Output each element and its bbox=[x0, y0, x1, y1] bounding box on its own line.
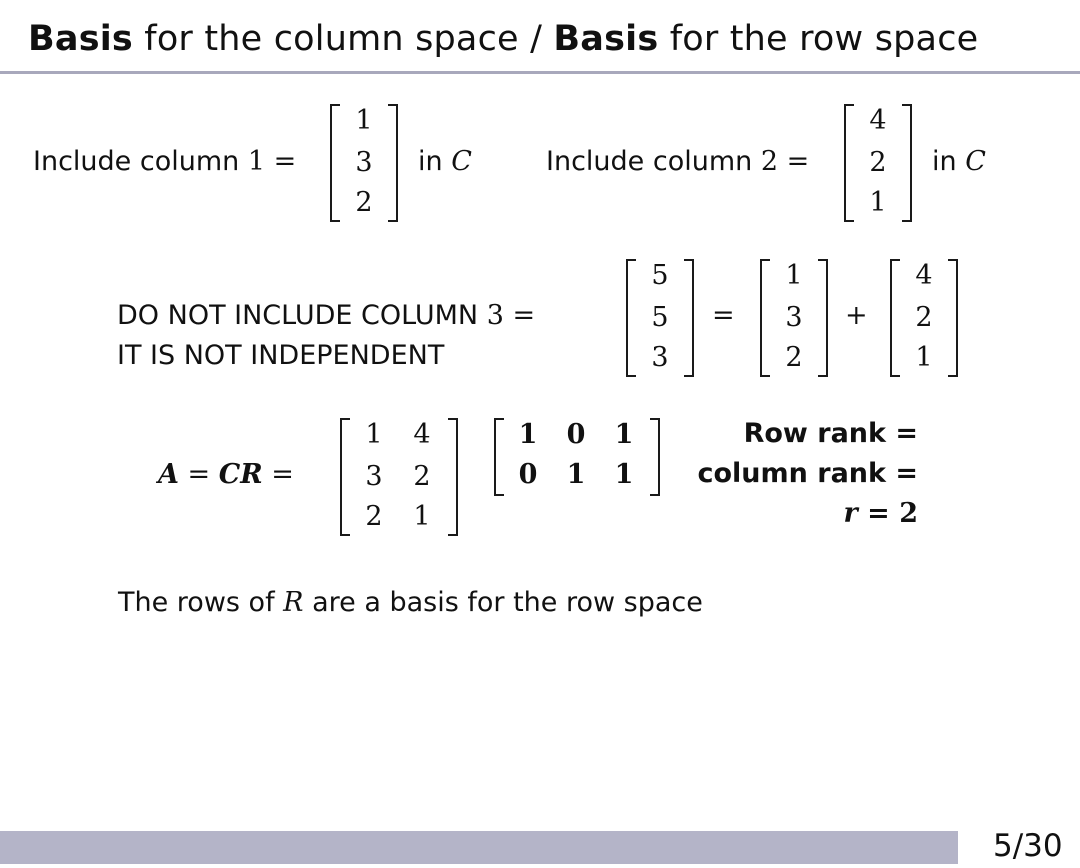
rank-line-3 bbox=[660, 497, 918, 531]
matrix-C bbox=[340, 418, 458, 536]
include-1-C: C bbox=[451, 146, 472, 177]
matrix-entry: 1 bbox=[614, 459, 634, 490]
page-number: 5/30 bbox=[993, 828, 1063, 864]
rows-statement-before: The rows of bbox=[118, 587, 284, 618]
exclude-line-1-text: DO NOT INCLUDE COLUMN bbox=[117, 300, 487, 331]
vector-entry: 1 bbox=[869, 187, 887, 218]
rows-statement bbox=[118, 586, 703, 620]
vector-entry: 1 bbox=[915, 342, 933, 373]
exclude-equals-sign: = bbox=[712, 300, 735, 331]
vector-entry: 4 bbox=[915, 260, 933, 291]
vector-entry: 3 bbox=[651, 342, 669, 373]
rank-line-2: column rank = bbox=[697, 458, 918, 489]
bracket-right bbox=[388, 104, 398, 222]
rank-r: r bbox=[843, 498, 858, 529]
matrix-entry: 3 bbox=[365, 461, 383, 492]
vector-entry: 2 bbox=[915, 302, 933, 333]
bracket-left bbox=[844, 104, 854, 222]
title-divider bbox=[0, 71, 1080, 74]
include-column-2-label bbox=[546, 145, 809, 179]
matrix-entry: 1 bbox=[365, 419, 383, 450]
exclude-line-2: IT IS NOT INDEPENDENT bbox=[117, 340, 445, 371]
vector-entry: 3 bbox=[785, 302, 803, 333]
bracket-left bbox=[890, 259, 900, 377]
matrix-entry: 4 bbox=[413, 419, 431, 450]
title-bold-basis-1: Basis bbox=[28, 19, 133, 59]
matrix-CR: CR bbox=[218, 459, 263, 490]
vector-entry: 2 bbox=[785, 342, 803, 373]
vector-entry: 4 bbox=[869, 105, 887, 136]
matrix-entry: 2 bbox=[413, 461, 431, 492]
include-2-prefix: Include column bbox=[546, 146, 761, 177]
include-1-suffix bbox=[418, 145, 472, 179]
bracket-left bbox=[494, 418, 504, 496]
vector-sum-col-2 bbox=[890, 259, 958, 377]
bracket-right bbox=[948, 259, 958, 377]
slide-title bbox=[28, 14, 978, 64]
matrix-entry: 1 bbox=[566, 459, 586, 490]
vector-entry: 3 bbox=[355, 147, 373, 178]
exclude-equals: = bbox=[503, 300, 536, 331]
vector-column-1 bbox=[330, 104, 398, 222]
matrix-entry: 1 bbox=[518, 419, 538, 450]
vector-entry: 5 bbox=[651, 260, 669, 291]
include-2-suffix bbox=[932, 145, 986, 179]
title-text-2: for the row space bbox=[658, 19, 979, 59]
vector-entry: 1 bbox=[785, 260, 803, 291]
include-1-equals: = bbox=[265, 146, 297, 177]
exclude-number: 3 bbox=[486, 300, 504, 331]
matrix-entry: 1 bbox=[413, 501, 431, 532]
include-2-in: in bbox=[932, 146, 966, 177]
vector-entry: 1 bbox=[355, 105, 373, 136]
bracket-right bbox=[902, 104, 912, 222]
footer-bar bbox=[0, 831, 958, 864]
bracket-right bbox=[448, 418, 458, 536]
bracket-left bbox=[760, 259, 770, 377]
matrix-entry: 1 bbox=[614, 419, 634, 450]
matrix-entry: 2 bbox=[365, 501, 383, 532]
include-column-1-label bbox=[33, 145, 296, 179]
bracket-right bbox=[684, 259, 694, 377]
vector-column-3 bbox=[626, 259, 694, 377]
bracket-right bbox=[650, 418, 660, 496]
rank-line-1: Row rank = bbox=[743, 418, 918, 449]
bracket-left bbox=[330, 104, 340, 222]
vector-entry: 5 bbox=[651, 302, 669, 333]
vector-entry: 2 bbox=[869, 147, 887, 178]
matrix-entry: 0 bbox=[566, 419, 586, 450]
matrix-entry: 0 bbox=[518, 459, 538, 490]
bracket-left bbox=[340, 418, 350, 536]
bracket-right bbox=[818, 259, 828, 377]
include-2-equals: = bbox=[778, 146, 810, 177]
vector-entry: 2 bbox=[355, 187, 373, 218]
exclude-line-1 bbox=[117, 299, 535, 333]
rank-value: = 2 bbox=[857, 498, 918, 529]
include-1-in: in bbox=[418, 146, 452, 177]
factorization-lhs bbox=[158, 458, 294, 492]
include-2-C: C bbox=[965, 146, 986, 177]
vector-column-2 bbox=[844, 104, 912, 222]
include-2-number: 2 bbox=[760, 146, 779, 177]
title-bold-basis-2: Basis bbox=[553, 19, 659, 59]
rows-statement-after: are a basis for the row space bbox=[303, 587, 703, 618]
matrix-A: A bbox=[158, 459, 179, 490]
factorization-eq-2: = bbox=[262, 459, 294, 490]
rows-statement-R: R bbox=[283, 587, 304, 618]
title-text-1: for the column space / bbox=[132, 19, 554, 59]
plus-sign: + bbox=[845, 300, 868, 331]
bracket-left bbox=[626, 259, 636, 377]
factorization-eq-1: = bbox=[178, 459, 219, 490]
include-1-prefix: Include column bbox=[33, 146, 248, 177]
matrix-R bbox=[494, 418, 660, 496]
include-1-number: 1 bbox=[247, 146, 266, 177]
vector-sum-col-1 bbox=[760, 259, 828, 377]
